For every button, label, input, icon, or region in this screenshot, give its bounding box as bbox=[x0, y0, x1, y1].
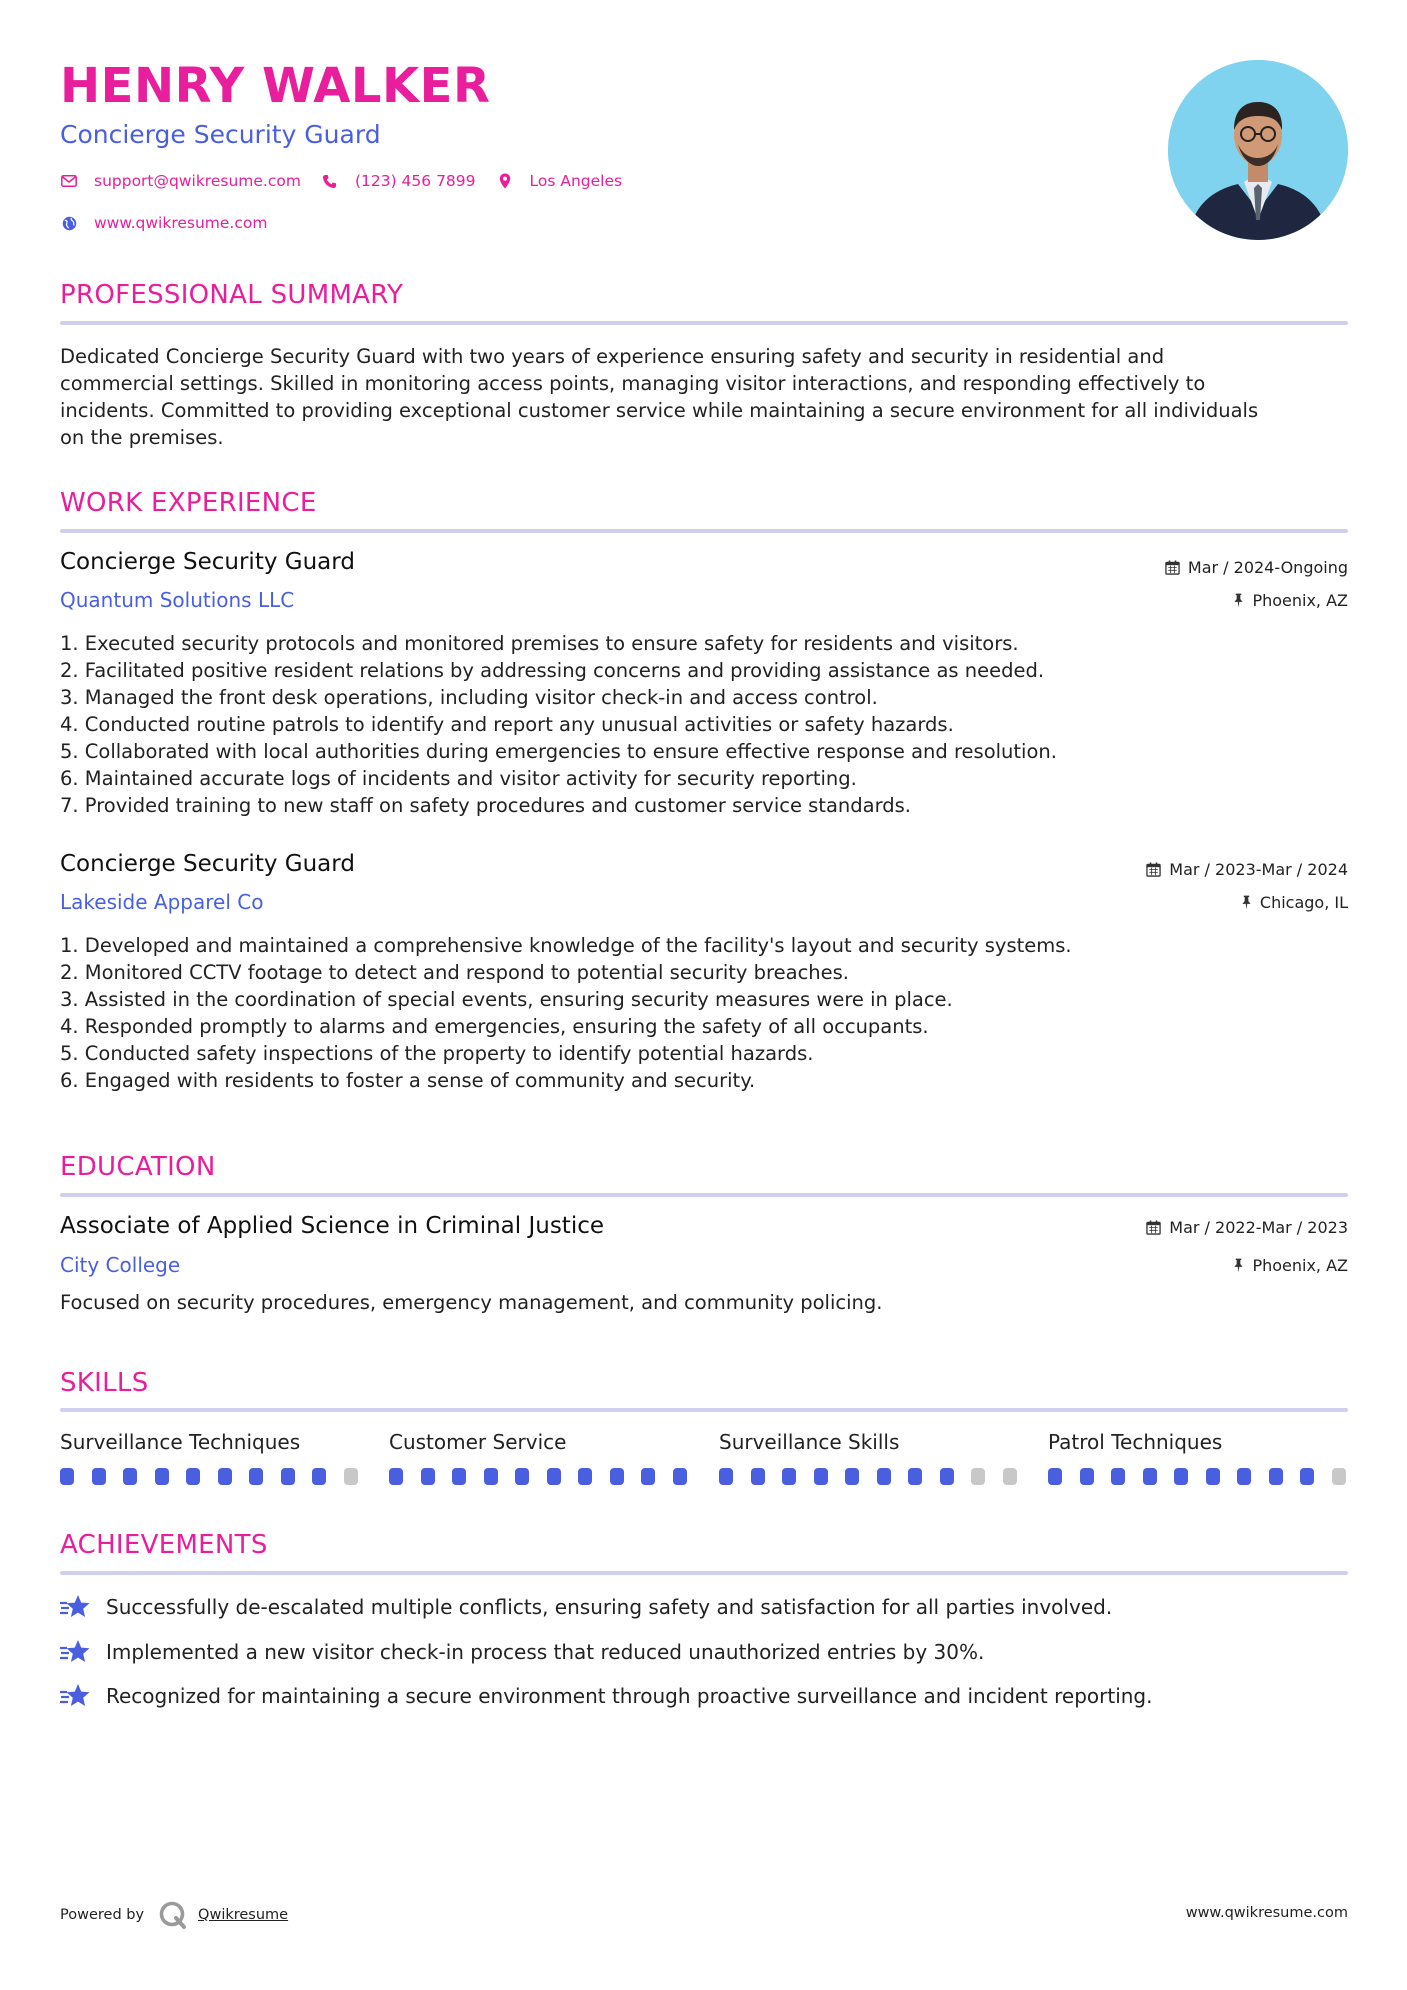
experience-heading: WORK EXPERIENCE bbox=[60, 488, 317, 518]
rating-dot-filled bbox=[908, 1468, 922, 1485]
rating-dot-filled bbox=[845, 1468, 859, 1485]
rating-dot-filled bbox=[782, 1468, 796, 1485]
education-heading: EDUCATION bbox=[60, 1152, 216, 1182]
list-item: 6. Engaged with residents to foster a sense of community and security. bbox=[60, 1069, 756, 1092]
rating-dot-filled bbox=[578, 1468, 592, 1485]
achievement-text: Implemented a new visitor check-in process that reduced unauthorized entries by 30%. bbox=[106, 1640, 985, 1664]
footer-website[interactable]: www.qwikresume.com bbox=[1185, 1905, 1348, 1921]
rating-dot-filled bbox=[123, 1468, 137, 1485]
rating-dot-filled bbox=[1143, 1468, 1157, 1485]
job-dates-text: Mar / 2024-Ongoing bbox=[1187, 558, 1348, 577]
powered-by-text: Powered by bbox=[60, 1907, 145, 1923]
candidate-name: HENRY WALKER bbox=[60, 58, 491, 114]
rating-dot-filled bbox=[186, 1468, 200, 1485]
achievement-text: Recognized for maintaining a secure environment through proactive surveillance and incident reporting. bbox=[106, 1684, 1153, 1708]
skills-divider bbox=[60, 1408, 1348, 1412]
profile-photo bbox=[1168, 60, 1348, 240]
achievement-item bbox=[60, 1639, 984, 1665]
skill-name: Surveillance Skills bbox=[719, 1430, 900, 1454]
website-text: www.qwikresume.com bbox=[94, 214, 268, 232]
education-dates bbox=[1146, 1218, 1348, 1237]
rating-dot-filled bbox=[515, 1468, 529, 1485]
phone-icon bbox=[321, 172, 339, 190]
rating-dot-filled bbox=[1269, 1468, 1283, 1485]
rating-dot-filled bbox=[751, 1468, 765, 1485]
achievements-heading: ACHIEVEMENTS bbox=[60, 1530, 268, 1560]
school-name: City College bbox=[60, 1253, 181, 1277]
pushpin-icon bbox=[1241, 895, 1252, 910]
footer-powered-by bbox=[60, 1900, 288, 1930]
rating-dot-filled bbox=[1206, 1468, 1220, 1485]
skill-rating bbox=[1048, 1468, 1346, 1485]
rating-dot-filled bbox=[1111, 1468, 1125, 1485]
skill-item bbox=[389, 1430, 687, 1485]
rating-dot-filled bbox=[1080, 1468, 1094, 1485]
achievements-divider bbox=[60, 1571, 1348, 1575]
education-divider bbox=[60, 1193, 1348, 1197]
rating-dot-filled bbox=[814, 1468, 828, 1485]
experience-divider bbox=[60, 529, 1348, 533]
achievement-item bbox=[60, 1683, 1152, 1709]
summary-divider bbox=[60, 321, 1348, 325]
list-item: 3. Assisted in the coordination of special events, ensuring security measures were in place. bbox=[60, 988, 953, 1011]
rating-dot-filled bbox=[1237, 1468, 1251, 1485]
envelope-icon bbox=[60, 172, 78, 190]
rating-dot-filled bbox=[1048, 1468, 1062, 1485]
job-bullets bbox=[60, 630, 1350, 819]
list-item: 3. Managed the front desk operations, including visitor check-in and access control. bbox=[60, 686, 878, 709]
rating-dot-filled bbox=[389, 1468, 403, 1485]
map-pin-icon bbox=[496, 172, 514, 190]
job-title: Concierge Security Guard bbox=[60, 851, 355, 877]
skill-rating bbox=[719, 1468, 1017, 1485]
rating-dot-filled bbox=[1174, 1468, 1188, 1485]
globe-icon bbox=[60, 214, 78, 232]
summary-line: Dedicated Concierge Security Guard with two years of experience ensuring safety and security in residential and bbox=[60, 345, 1165, 368]
job-dates-text: Mar / 2023-Mar / 2024 bbox=[1169, 860, 1348, 879]
job-location-text: Chicago, IL bbox=[1259, 893, 1348, 912]
website-item[interactable] bbox=[60, 214, 267, 232]
rating-dot-filled bbox=[877, 1468, 891, 1485]
job-location bbox=[1233, 591, 1348, 610]
rating-dot-filled bbox=[281, 1468, 295, 1485]
star-badge-icon bbox=[60, 1639, 92, 1665]
rating-dot-filled bbox=[92, 1468, 106, 1485]
job-company: Quantum Solutions LLC bbox=[60, 588, 295, 612]
job-bullets bbox=[60, 932, 1350, 1094]
skills-heading: SKILLS bbox=[60, 1368, 149, 1398]
rating-dot-empty bbox=[971, 1468, 985, 1485]
calendar-icon bbox=[1146, 1220, 1161, 1235]
rating-dot-filled bbox=[60, 1468, 74, 1485]
list-item: 7. Provided training to new staff on safety procedures and customer service standards. bbox=[60, 794, 912, 817]
summary-text bbox=[60, 343, 1350, 451]
achievement-item bbox=[60, 1594, 1112, 1620]
phone-item[interactable] bbox=[321, 172, 476, 190]
rating-dot-filled bbox=[641, 1468, 655, 1485]
calendar-icon bbox=[1165, 560, 1180, 575]
email-text: support@qwikresume.com bbox=[94, 172, 301, 190]
rating-dot-filled bbox=[421, 1468, 435, 1485]
rating-dot-empty bbox=[1332, 1468, 1346, 1485]
qwikresume-link[interactable]: Qwikresume bbox=[198, 1907, 289, 1923]
list-item: 2. Facilitated positive resident relations by addressing concerns and providing assistance as needed. bbox=[60, 659, 1045, 682]
rating-dot-filled bbox=[940, 1468, 954, 1485]
rating-dot-filled bbox=[452, 1468, 466, 1485]
rating-dot-filled bbox=[218, 1468, 232, 1485]
rating-dot-filled bbox=[673, 1468, 687, 1485]
list-item: 2. Monitored CCTV footage to detect and respond to potential security breaches. bbox=[60, 961, 849, 984]
skill-rating bbox=[60, 1468, 358, 1485]
location-text: Los Angeles bbox=[529, 172, 623, 190]
skill-name: Patrol Techniques bbox=[1048, 1430, 1223, 1454]
summary-line: commercial settings. Skilled in monitoring access points, managing visitor interactions, and responding effectively to bbox=[60, 372, 1206, 395]
skill-item bbox=[1048, 1430, 1346, 1485]
rating-dot-filled bbox=[484, 1468, 498, 1485]
achievement-text: Successfully de-escalated multiple conflicts, ensuring safety and satisfaction for all parties involved. bbox=[106, 1595, 1113, 1619]
qwikresume-logo-icon bbox=[158, 1900, 188, 1930]
education-dates-text: Mar / 2022-Mar / 2023 bbox=[1169, 1218, 1348, 1237]
job-dates bbox=[1146, 860, 1348, 879]
list-item: 5. Conducted safety inspections of the property to identify potential hazards. bbox=[60, 1042, 814, 1065]
list-item: 4. Conducted routine patrols to identify and report any unusual activities or safety hazards. bbox=[60, 713, 954, 736]
skill-item bbox=[60, 1430, 358, 1485]
rating-dot-filled bbox=[547, 1468, 561, 1485]
education-description: Focused on security procedures, emergency management, and community policing. bbox=[60, 1291, 883, 1314]
rating-dot-empty bbox=[344, 1468, 358, 1485]
rating-dot-filled bbox=[312, 1468, 326, 1485]
star-badge-icon bbox=[60, 1683, 92, 1709]
job-location bbox=[1241, 893, 1348, 912]
job-company: Lakeside Apparel Co bbox=[60, 890, 264, 914]
rating-dot-filled bbox=[610, 1468, 624, 1485]
star-badge-icon bbox=[60, 1594, 92, 1620]
email-item[interactable] bbox=[60, 172, 301, 190]
summary-heading: PROFESSIONAL SUMMARY bbox=[60, 280, 404, 310]
job-location-text: Phoenix, AZ bbox=[1252, 591, 1348, 610]
location-item bbox=[496, 172, 623, 190]
rating-dot-filled bbox=[1300, 1468, 1314, 1485]
skill-item bbox=[719, 1430, 1017, 1485]
job-title: Concierge Security Guard bbox=[60, 549, 355, 575]
pushpin-icon bbox=[1233, 593, 1244, 608]
contact-row-1 bbox=[60, 172, 642, 190]
calendar-icon bbox=[1146, 862, 1161, 877]
list-item: 1. Developed and maintained a comprehensive knowledge of the facility's layout and security systems. bbox=[60, 934, 1072, 957]
rating-dot-filled bbox=[155, 1468, 169, 1485]
contact-row-2 bbox=[60, 214, 287, 232]
summary-line: on the premises. bbox=[60, 426, 224, 449]
phone-text: (123) 456 7899 bbox=[354, 172, 476, 190]
list-item: 4. Responded promptly to alarms and emergencies, ensuring the safety of all occupants. bbox=[60, 1015, 929, 1038]
list-item: 5. Collaborated with local authorities during emergencies to ensure effective response and resolution. bbox=[60, 740, 1057, 763]
rating-dot-empty bbox=[1003, 1468, 1017, 1485]
skill-name: Customer Service bbox=[389, 1430, 567, 1454]
education-location bbox=[1233, 1256, 1348, 1275]
skill-rating bbox=[389, 1468, 687, 1485]
degree-title: Associate of Applied Science in Criminal Justice bbox=[60, 1213, 605, 1239]
summary-line: incidents. Committed to providing exceptional customer service while maintaining a secure environment for all individuals bbox=[60, 399, 1259, 422]
rating-dot-filled bbox=[719, 1468, 733, 1485]
pushpin-icon bbox=[1233, 1258, 1244, 1273]
list-item: 1. Executed security protocols and monitored premises to ensure safety for residents and visitors. bbox=[60, 632, 1019, 655]
list-item: 6. Maintained accurate logs of incidents and visitor activity for security reporting. bbox=[60, 767, 857, 790]
job-dates bbox=[1165, 558, 1348, 577]
rating-dot-filled bbox=[249, 1468, 263, 1485]
candidate-role: Concierge Security Guard bbox=[60, 120, 381, 149]
skill-name: Surveillance Techniques bbox=[60, 1430, 301, 1454]
education-location-text: Phoenix, AZ bbox=[1252, 1256, 1348, 1275]
